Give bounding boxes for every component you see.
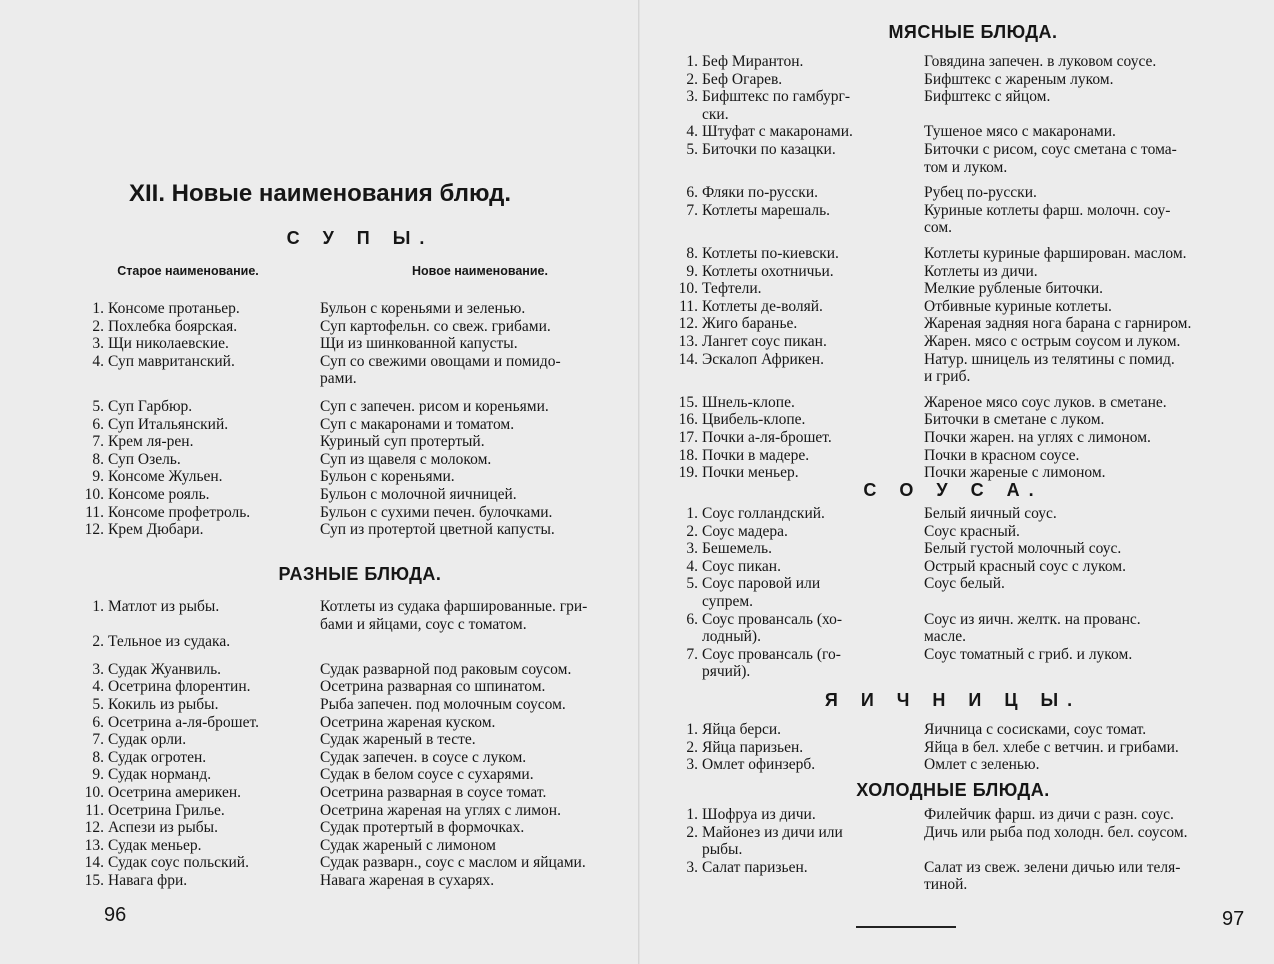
item-number: 9.	[92, 766, 104, 784]
old-name: Крем ля-рен.	[108, 433, 194, 451]
old-name: Консоме Жульен.	[108, 468, 223, 486]
old-name: Соус пикан.	[702, 557, 781, 575]
meat-heading: МЯСНЫЕ БЛЮДА.	[888, 22, 1058, 42]
new-name: Суп с макаронами и томатом.	[320, 415, 515, 433]
list-item	[674, 505, 1274, 523]
new-name: Бульон с сухими печен. булочками.	[320, 503, 553, 521]
old-name: Шофруа из дичи.	[702, 806, 816, 823]
list-item	[80, 633, 640, 651]
list-item	[80, 784, 640, 802]
list-item	[674, 806, 1274, 824]
old-name: Судак норманд.	[108, 766, 212, 784]
item-number: 4.	[92, 678, 104, 696]
old-name: Консоме протаньер.	[108, 300, 240, 317]
item-number: 1.	[686, 53, 698, 70]
old-name: Бешемель.	[702, 540, 772, 558]
list-item	[80, 451, 640, 469]
list-item	[80, 802, 640, 820]
list-item	[80, 872, 640, 890]
old-name: Шнель-клопе.	[702, 393, 795, 411]
old-name: Аспези из рыбы.	[108, 819, 218, 837]
old-name: Цвибель-клопе.	[702, 411, 806, 429]
list-item	[80, 468, 640, 486]
old-name: Судак огротен.	[108, 748, 207, 766]
list-item	[674, 123, 1274, 141]
new-name: Бульон с молочной яичницей.	[320, 486, 517, 503]
item-number: 6.	[92, 415, 104, 433]
item-number: 2.	[686, 738, 698, 756]
old-name: Соус паровой или супрем.	[702, 575, 821, 610]
new-name: Куриный суп протертый.	[320, 433, 485, 451]
item-number: 6.	[686, 184, 698, 202]
list-item	[674, 280, 1274, 298]
item-number: 11.	[85, 503, 104, 521]
new-name: Белый густой молочный соус.	[924, 540, 1122, 558]
old-name: Яйца паризьен.	[702, 738, 804, 756]
list-item	[80, 598, 640, 633]
list-item	[80, 300, 640, 318]
old-name: Судак Жуанвиль.	[108, 660, 222, 678]
item-number: 7.	[686, 645, 698, 663]
old-name: Суп Озель.	[108, 450, 181, 468]
old-name: Суп мавританский.	[108, 352, 235, 370]
new-name: Осетрина жареная куском.	[320, 713, 496, 731]
item-number: 3.	[92, 660, 104, 678]
old-name: Лангет соус пикан.	[702, 333, 827, 350]
list-item	[674, 202, 1274, 237]
cold-list	[674, 806, 1274, 902]
item-number: 8.	[92, 450, 104, 468]
new-name: Жарен. мясо с острым соусом и луком.	[924, 333, 1181, 350]
old-name: Омлет офинзерб.	[702, 756, 816, 774]
list-item	[80, 837, 640, 855]
item-number: 6.	[92, 713, 104, 731]
new-name: Суп из щавеля с молоком.	[320, 450, 492, 468]
old-name: Котлеты охотничьи.	[702, 262, 834, 280]
new-name: Биточки в сметане с луком.	[924, 411, 1105, 429]
new-name: Судак разварной под раковым соусом.	[320, 660, 572, 678]
old-name: Кокиль из рыбы.	[108, 696, 219, 713]
old-name: Судак меньер.	[108, 836, 202, 854]
list-item	[674, 721, 1274, 739]
old-name: Матлот из рыбы.	[108, 598, 220, 615]
item-number: 14.	[678, 350, 698, 368]
soups-heading: С У П Ы.	[286, 228, 434, 248]
item-number: 1.	[686, 806, 698, 823]
new-name: Натур. шницель из телятины с помид. и гриб.	[924, 350, 1175, 386]
new-name: Котлеты из дичи.	[924, 262, 1038, 280]
item-number: 12.	[84, 819, 104, 837]
item-number: 7.	[92, 433, 104, 451]
list-item	[80, 521, 640, 539]
chapter-title: XII. Новые наименования блюд.	[128, 180, 512, 207]
new-name: Суп картофельн. со свеж. грибами.	[320, 317, 551, 335]
new-name: Бульон с кореньями.	[320, 468, 455, 486]
list-item	[674, 141, 1274, 176]
list-item	[80, 854, 640, 872]
old-name: Консоме профетроль.	[108, 503, 251, 521]
item-number: 3.	[686, 88, 698, 106]
new-name: Бифштекс с яйцом.	[924, 88, 1051, 106]
item-number: 2.	[92, 317, 104, 335]
new-name: Щи из шинкованной капусты.	[320, 335, 518, 353]
list-item	[80, 731, 640, 749]
item-number: 3.	[686, 540, 698, 558]
new-name: Судак разварн., соус с маслом и яйцами.	[320, 854, 586, 872]
list-item	[674, 523, 1274, 541]
new-name: Осетрина разварная со шпинатом.	[320, 678, 546, 696]
item-number: 3.	[686, 756, 698, 774]
item-number: 16.	[678, 411, 698, 429]
list-item	[674, 394, 1274, 412]
list-item	[80, 696, 640, 714]
item-number: 3.	[686, 858, 698, 876]
old-name: Жиго баранье.	[702, 315, 798, 333]
old-name: Котлеты де-воляй.	[702, 297, 823, 315]
old-name: Судак орли.	[108, 731, 187, 749]
list-item	[674, 859, 1274, 894]
list-item	[80, 318, 640, 336]
meat-list	[674, 53, 1274, 482]
item-number: 17.	[678, 429, 698, 446]
old-name: Консоме рояль.	[108, 486, 210, 503]
new-name: Тушеное мясо с макаронами.	[924, 123, 1116, 141]
list-item	[674, 245, 1274, 263]
item-number: 1.	[92, 598, 104, 615]
various-list	[80, 598, 640, 888]
old-name: Салат паризьен.	[702, 858, 808, 876]
list-item	[80, 353, 640, 388]
old-name: Осетрина флорентин.	[108, 678, 251, 696]
old-name: Бифштекс по гамбург- ски.	[702, 88, 851, 123]
new-name: Осетрина разварная в соусе томат.	[320, 784, 547, 801]
new-name: Котлеты из судака фаршированные. гри- бами и яйцами, соус с томатом.	[320, 598, 588, 633]
new-name: Судак в белом соусе с сухарями.	[320, 766, 534, 784]
new-name: Соус из яичн. желтк. на прованс. масле.	[924, 610, 1141, 646]
new-name: Суп со свежими овощами и помидо- рами.	[320, 352, 561, 388]
item-number: 5.	[686, 575, 698, 593]
list-item	[80, 398, 640, 416]
list-item	[80, 416, 640, 434]
various-heading: РАЗНЫЕ БЛЮДА.	[278, 564, 442, 584]
eggs-heading: Я И Ч Н И Ц Ы.	[824, 690, 1082, 710]
new-name: Жареное мясо соус луков. в сметане.	[924, 393, 1167, 411]
item-number: 1.	[686, 721, 698, 738]
item-number: 10.	[84, 486, 104, 503]
old-name: Эскалоп Африкен.	[702, 350, 824, 368]
new-name: Осетрина жареная на углях с лимон.	[320, 801, 561, 819]
new-name: Говядина запечен. в луковом соусе.	[924, 53, 1157, 70]
old-name: Майонез из дичи или рыбы.	[702, 823, 843, 859]
old-name: Осетрина америкен.	[108, 784, 242, 801]
item-number: 15.	[84, 872, 104, 889]
new-name: Соус томатный с гриб. и луком.	[924, 645, 1133, 663]
list-item	[674, 315, 1274, 333]
column-header-new: Новое наименование.	[412, 264, 548, 278]
item-number: 9.	[92, 468, 104, 486]
item-number: 11.	[85, 801, 104, 819]
list-item	[80, 749, 640, 767]
old-name: Штуфат с макаронами.	[702, 123, 853, 141]
new-name: Судак жареный с лимоном	[320, 836, 496, 854]
list-item	[674, 333, 1274, 351]
soups-list	[80, 300, 640, 540]
old-name: Беф Мирантон.	[702, 53, 804, 70]
page-number-left: 96	[104, 904, 127, 926]
old-name: Навага фри.	[108, 872, 188, 889]
item-number: 5.	[686, 141, 698, 158]
new-name: Острый красный соус с луком.	[924, 557, 1126, 575]
old-name: Фляки по-русски.	[702, 184, 819, 202]
list-item	[80, 335, 640, 353]
item-number: 15.	[678, 393, 698, 411]
list-item	[674, 447, 1274, 465]
item-number: 7.	[92, 731, 104, 749]
item-number: 8.	[92, 748, 104, 766]
new-name: Мелкие рубленые биточки.	[924, 280, 1104, 298]
list-item	[674, 611, 1274, 646]
new-name: Бульон с кореньями и зеленью.	[320, 300, 526, 317]
list-item	[674, 88, 1274, 123]
new-name: Жареная задняя нога барана с гарниром.	[924, 315, 1192, 333]
old-name: Суп Гарбюр.	[108, 398, 193, 415]
new-name: Дичь или рыба под холодн. бел. соусом.	[924, 823, 1188, 841]
old-name: Почки меньер.	[702, 464, 799, 482]
new-name: Почки жареные с лимоном.	[924, 464, 1106, 482]
item-number: 5.	[92, 398, 104, 415]
old-name: Соус мадера.	[702, 522, 788, 540]
item-number: 4.	[686, 123, 698, 141]
old-name: Судак соус польский.	[108, 854, 249, 872]
item-number: 2.	[686, 70, 698, 88]
list-item	[674, 575, 1274, 610]
new-name: Почки жарен. на углях с лимоном.	[924, 429, 1151, 446]
old-name: Похлебка боярская.	[108, 317, 238, 335]
old-name: Щи николаевские.	[108, 335, 229, 353]
item-number: 9.	[686, 262, 698, 280]
sauces-heading: С О У С А.	[863, 480, 1043, 500]
old-name: Почки а-ля-брошет.	[702, 429, 832, 446]
item-number: 12.	[84, 521, 104, 539]
new-name: Биточки с рисом, соус сметана с тома- том и луком.	[924, 141, 1177, 176]
eggs-list	[674, 721, 1274, 777]
new-name: Соус белый.	[924, 575, 1005, 593]
item-number: 2.	[686, 823, 698, 841]
new-name: Почки в красном соусе.	[924, 446, 1080, 464]
old-name: Беф Огарев.	[702, 70, 783, 88]
new-name: Белый яичный соус.	[924, 505, 1057, 522]
list-item	[674, 351, 1274, 386]
list-item	[80, 819, 640, 837]
list-item	[674, 263, 1274, 281]
page-number-right: 97	[1222, 908, 1245, 930]
list-item	[674, 53, 1274, 71]
old-name: Осетрина а-ля-брошет.	[108, 713, 259, 731]
new-name: Омлет с зеленью.	[924, 756, 1040, 774]
item-number: 18.	[678, 446, 698, 464]
new-name: Судак протертый в формочках.	[320, 819, 525, 837]
list-item	[674, 646, 1274, 681]
new-name: Судак жареный в тесте.	[320, 731, 476, 749]
old-name: Соус провансаль (хо- лодный).	[702, 610, 843, 646]
old-name: Котлеты марешаль.	[702, 201, 831, 219]
right-page	[640, 0, 1274, 964]
new-name: Салат из свеж. зелени дичью или теля- тиной.	[924, 858, 1181, 894]
new-name: Соус красный.	[924, 522, 1020, 540]
item-number: 2.	[92, 633, 104, 651]
list-item	[674, 558, 1274, 576]
item-number: 1.	[92, 300, 104, 317]
list-item	[674, 184, 1274, 202]
item-number: 13.	[84, 836, 104, 854]
list-item	[80, 661, 640, 679]
item-number: 2.	[686, 522, 698, 540]
new-name: Рубец по-русски.	[924, 184, 1037, 202]
cold-heading: ХОЛОДНЫЕ БЛЮДА.	[856, 780, 1050, 800]
item-number: 13.	[678, 333, 698, 350]
list-item	[674, 298, 1274, 316]
list-item	[80, 504, 640, 522]
new-name: Отбивные куриные котлеты.	[924, 297, 1112, 315]
new-name: Яичница с сосисками, соус томат.	[924, 721, 1147, 738]
list-item	[674, 540, 1274, 558]
list-item	[674, 411, 1274, 429]
list-item	[674, 429, 1274, 447]
new-name: Навага жареная в сухарях.	[320, 872, 495, 889]
sauces-list	[674, 505, 1274, 685]
new-name: Куриные котлеты фарш. молочн. соу- сом.	[924, 201, 1171, 237]
item-number: 7.	[686, 201, 698, 219]
old-name: Суп Итальянский.	[108, 415, 229, 433]
list-item	[80, 678, 640, 696]
item-number: 1.	[686, 505, 698, 522]
list-item	[80, 486, 640, 504]
old-name: Котлеты по-киевски.	[702, 245, 839, 262]
new-name: Филейчик фарш. из дичи с разн. соус.	[924, 806, 1174, 823]
new-name: Бифштекс с жареным луком.	[924, 70, 1114, 88]
list-item	[674, 824, 1274, 859]
new-name: Суп с запечен. рисом и кореньями.	[320, 398, 549, 415]
new-name: Рыба запечен. под молочным соусом.	[320, 696, 566, 713]
new-name: Суп из протертой цветной капусты.	[320, 521, 555, 539]
old-name: Крем Дюбари.	[108, 521, 204, 539]
item-number: 12.	[678, 315, 698, 333]
footer-rule	[856, 926, 956, 928]
item-number: 19.	[678, 464, 698, 482]
item-number: 4.	[686, 557, 698, 575]
new-name: Котлеты куриные фарширован. маслом.	[924, 245, 1187, 262]
old-name: Тефтели.	[702, 280, 762, 298]
old-name: Тельное из судака.	[108, 633, 231, 651]
item-number: 3.	[92, 335, 104, 353]
old-name: Почки в мадере.	[702, 446, 810, 464]
item-number: 5.	[92, 696, 104, 713]
old-name: Соус голландский.	[702, 505, 825, 522]
list-item	[80, 714, 640, 732]
old-name: Осетрина Грилье.	[108, 801, 225, 819]
item-number: 8.	[686, 245, 698, 262]
list-item	[674, 71, 1274, 89]
new-name: Яйца в бел. хлебе с ветчин. и грибами.	[924, 738, 1179, 756]
new-name: Судак запечен. в соусе с луком.	[320, 748, 527, 766]
item-number: 6.	[686, 610, 698, 628]
list-item	[674, 756, 1274, 774]
list-item	[80, 433, 640, 451]
list-item	[674, 739, 1274, 757]
item-number: 11.	[679, 297, 698, 315]
item-number: 4.	[92, 352, 104, 370]
old-name: Биточки по казацки.	[702, 141, 836, 158]
item-number: 10.	[84, 784, 104, 801]
old-name: Соус провансаль (го- рячий).	[702, 645, 841, 681]
item-number: 10.	[678, 280, 698, 298]
old-name: Яйца берси.	[702, 721, 782, 738]
column-header-old: Старое наименование.	[117, 264, 259, 278]
list-item	[80, 766, 640, 784]
item-number: 14.	[84, 854, 104, 872]
